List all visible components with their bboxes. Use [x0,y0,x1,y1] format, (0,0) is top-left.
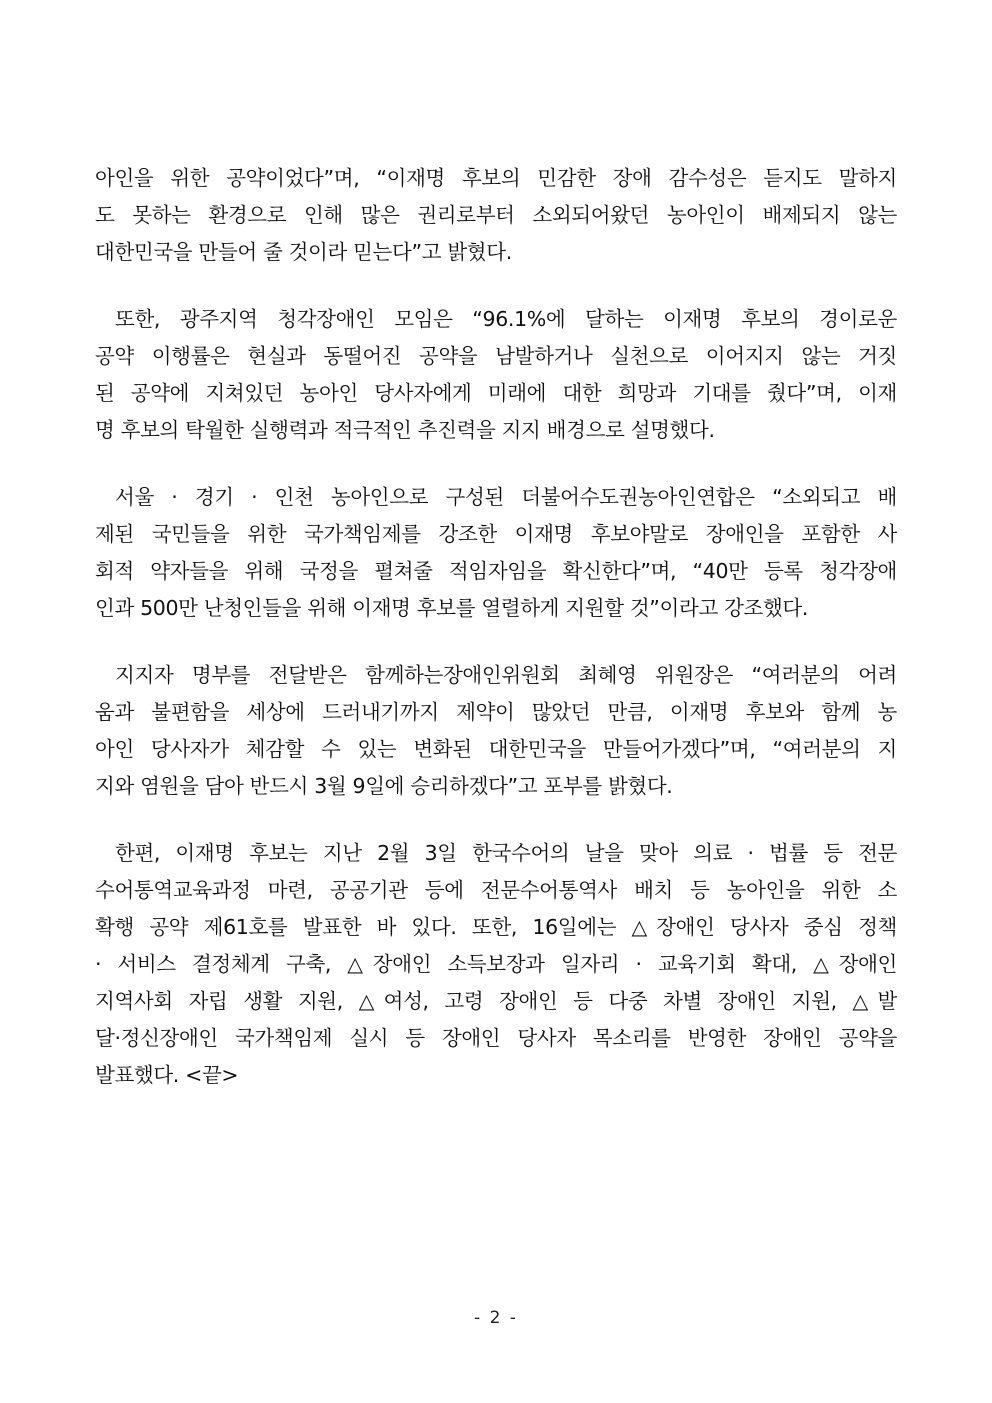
text-line: 대한민국을 만들어 줄 것이라 믿는다”고 밝혔다. [95,240,512,264]
text-line: 움과 불편함을 세상에 드러내기까지 제약이 많았던 만큼, 이재명 후보와 함께 농 [95,700,897,724]
paragraph-5 [95,835,897,1094]
text-line: 확행 공약 제61호를 발표한 바 있다. 또한, 16일에는 △장애인 당사자 중심 정책 [95,915,897,939]
paragraph-4 [95,657,897,805]
text-line: 인과 500만 난청인들을 위해 이재명 후보를 열렬하게 지원할 것”이라고 강조했다. [95,596,809,620]
text-line: 서울 · 경기 · 인천 농아인으로 구성된 더불어수도권농아인연합은 “소외되고 배 [115,485,897,509]
text-line: 회적 약자들을 위해 국정을 펼쳐줄 적임자임을 확신한다”며, “40만 등록 청각장애 [95,559,897,583]
text-line: 명 후보의 탁월한 실행력과 적극적인 추진력을 지지 배경으로 설명했다. [95,418,715,442]
text-line: 공약 이행률은 현실과 동떨어진 공약을 남발하거나 실천으로 이어지지 않는 거짓 [95,344,897,368]
text-line: 또한, 광주지역 청각장애인 모임은 “96.1%에 달하는 이재명 후보의 경이로운 [115,307,897,331]
page-number: - 2 - [474,1308,518,1328]
text-line: · 서비스 결정체계 구축, △장애인 소득보장과 일자리 · 교육기회 확대, △장애인 [95,952,897,976]
text-line: 한편, 이재명 후보는 지난 2월 3일 한국수어의 날을 맞아 의료 · 법률 등 전문 [115,841,897,865]
text-line: 지역사회 자립 생활 지원, △여성, 고령 장애인 등 다중 차별 장애인 지원, △발 [95,989,897,1013]
text-line: 아인 당사자가 체감할 수 있는 변화된 대한민국을 만들어가겠다”며, “여러분의 지 [95,737,897,761]
text-line: 도 못하는 환경으로 인해 많은 권리로부터 소외되어왔던 농아인이 배제되지 않는 [95,203,897,227]
text-line: 지지자 명부를 전달받은 함께하는장애인위원회 최혜영 위원장은 “여러분의 어려 [115,663,897,687]
text-line: 아인을 위한 공약이었다”며, “이재명 후보의 민감한 장애 감수성은 듣지도 말하지 [95,166,897,190]
text-line: 지와 염원을 담아 반드시 3월 9일에 승리하겠다”고 포부를 밝혔다. [95,774,673,798]
text-line: 제된 국민들을 위한 국가책임제를 강조한 이재명 후보야말로 장애인을 포함한 사 [95,522,897,546]
text-line: 된 공약에 지쳐있던 농아인 당사자에게 미래에 대한 희망과 기대를 줬다”며, 이재 [95,381,897,405]
paragraph-3 [95,479,897,627]
text-line: 달·정신장애인 국가책임제 실시 등 장애인 당사자 목소리를 반영한 장애인 공약을 [95,1026,897,1050]
document-body [95,160,897,1124]
text-line: 수어통역교육과정 마련, 공공기관 등에 전문수어통역사 배치 등 농아인을 위한 소 [95,878,897,902]
text-line: 발표했다. <끝> [95,1063,239,1087]
paragraph-2 [95,301,897,449]
paragraph-1 [95,160,897,271]
